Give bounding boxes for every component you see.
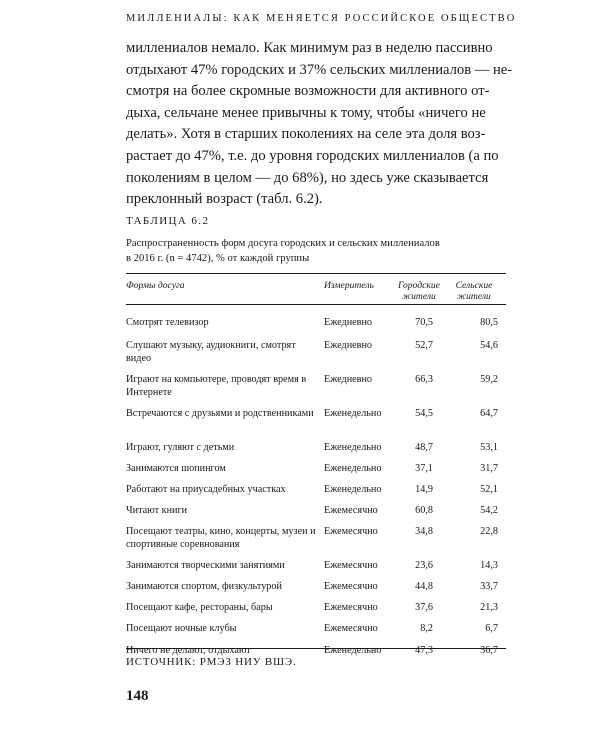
- header-urban-line1: Городские: [398, 280, 440, 291]
- row-rural: 6,7: [485, 623, 498, 634]
- table-source: ИСТОЧНИК: РМЭЗ НИУ ВШЭ.: [126, 656, 297, 668]
- header-rural-line1: Сельские: [455, 280, 493, 291]
- row-urban: 14,9: [415, 484, 433, 495]
- row-measure: Еженедельно: [324, 442, 382, 453]
- table-header: [126, 274, 506, 304]
- row-form: Играют, гуляют с детьми: [126, 442, 235, 453]
- table-label: ТАБЛИЦА 6.2: [126, 215, 210, 227]
- body-line: миллениалов немало. Как минимум раз в неделю пассивно: [126, 40, 493, 56]
- row-urban: 34,8: [415, 526, 433, 537]
- running-head: МИЛЛЕНИАЛЫ: КАК МЕНЯЕТСЯ РОССИЙСКОЕ ОБЩЕСТВО: [126, 13, 517, 24]
- body-line: поколениям в целом — до 68%), но здесь уже сказывается: [126, 169, 489, 186]
- body-line: растает до 47%, т.е. до уровня городских миллениалов (а по: [126, 147, 499, 164]
- header-form: Формы досуга: [126, 280, 185, 291]
- row-urban: 52,7: [415, 340, 433, 351]
- row-measure: Ежемесячно: [324, 602, 378, 613]
- row-rural: 22,8: [480, 526, 498, 537]
- table-caption-line: Распространенность форм досуга городских и сельских миллениалов: [126, 238, 440, 249]
- table-bottom-rule: [126, 648, 506, 649]
- row-rural: 14,3: [480, 560, 498, 571]
- header-measure: Измеритель: [324, 280, 374, 291]
- row-measure: Ежемесячно: [324, 526, 378, 537]
- row-form: Играют на компьютере, проводят время в Интернете: [126, 374, 307, 398]
- body-line: преклонный возраст (табл. 6.2).: [126, 191, 323, 208]
- header-urban-line2: жители: [402, 291, 436, 302]
- row-measure: Ежемесячно: [324, 560, 378, 571]
- row-rural: 64,7: [480, 408, 498, 419]
- row-rural: 31,7: [480, 463, 498, 474]
- table-caption: [126, 237, 506, 266]
- body-line: делать». Хотя в старших поколениях на селе эта доля воз-: [126, 126, 486, 143]
- header-rural-line2: жители: [457, 291, 491, 302]
- row-rural: 54,2: [480, 505, 498, 516]
- row-rural: 52,1: [480, 484, 498, 495]
- row-rural: 21,3: [480, 602, 498, 613]
- row-form: Ничего не делают, отдыхают: [126, 645, 251, 656]
- row-measure: Еженедельно: [324, 645, 382, 656]
- row-urban: 48,7: [415, 442, 433, 453]
- row-urban: 37,6: [415, 602, 433, 613]
- row-form: Встречаются с друзьями и родственниками: [126, 408, 314, 419]
- row-measure: Ежемесячно: [324, 505, 378, 516]
- row-rural: 33,7: [480, 581, 498, 592]
- row-form: Посещают кафе, рестораны, бары: [126, 602, 273, 613]
- row-urban: 70,5: [415, 317, 433, 328]
- row-measure: Еженедельно: [324, 408, 382, 419]
- row-urban: 60,8: [415, 505, 433, 516]
- body-line: отдыхают 47% городских и 37% сельских миллениалов — не-: [126, 61, 513, 78]
- row-form: Занимаются творческими занятиями: [126, 560, 285, 571]
- row-form: Читают книги: [126, 505, 188, 516]
- row-form: Занимаются спортом, физкультурой: [126, 581, 282, 592]
- leisure-table: [126, 273, 506, 656]
- body-line: смотря на более скромные возможности для активного от-: [126, 83, 490, 100]
- row-rural: 80,5: [480, 317, 498, 328]
- row-urban: 8,2: [420, 623, 433, 634]
- body-line: дыха, сельчане менее привычны к тому, чтобы «ничего не: [126, 104, 486, 121]
- row-rural: 53,1: [480, 442, 498, 453]
- row-measure: Еженедельно: [324, 463, 382, 474]
- row-measure: Ежедневно: [324, 340, 373, 351]
- row-urban: 47,3: [415, 645, 433, 656]
- row-form: Посещают ночные клубы: [126, 623, 237, 634]
- table-caption-line: в 2016 г. (n = 4742), % от каждой группы: [126, 252, 310, 264]
- row-measure: Ежемесячно: [324, 581, 378, 592]
- row-urban: 66,3: [415, 374, 433, 385]
- row-urban: 23,6: [415, 560, 433, 571]
- row-measure: Ежемесячно: [324, 623, 378, 634]
- row-rural: 54,6: [480, 340, 498, 351]
- body-paragraph: [126, 38, 513, 211]
- header-urban: [394, 280, 444, 302]
- row-form: Смотрят телевизор: [126, 317, 209, 328]
- row-measure: Еженедельно: [324, 484, 382, 495]
- row-urban: 54,5: [415, 408, 433, 419]
- row-rural: 59,2: [480, 374, 498, 385]
- table-header-rule: [126, 304, 506, 305]
- row-form: Работают на приусадебных участках: [126, 484, 286, 495]
- row-form: Посещают театры, кино, концерты, музеи и спортивные соревнования: [126, 526, 316, 550]
- row-measure: Ежедневно: [324, 374, 373, 385]
- row-measure: Ежедневно: [324, 317, 373, 328]
- row-form: Слушают музыку, аудиокниги, смотрят видео: [126, 340, 296, 364]
- header-rural: [449, 280, 499, 302]
- page-number: 148: [126, 688, 149, 704]
- row-rural: 36,7: [480, 645, 498, 656]
- row-urban: 44,8: [415, 581, 433, 592]
- row-form: Занимаются шопингом: [126, 463, 226, 474]
- row-urban: 37,1: [415, 463, 433, 474]
